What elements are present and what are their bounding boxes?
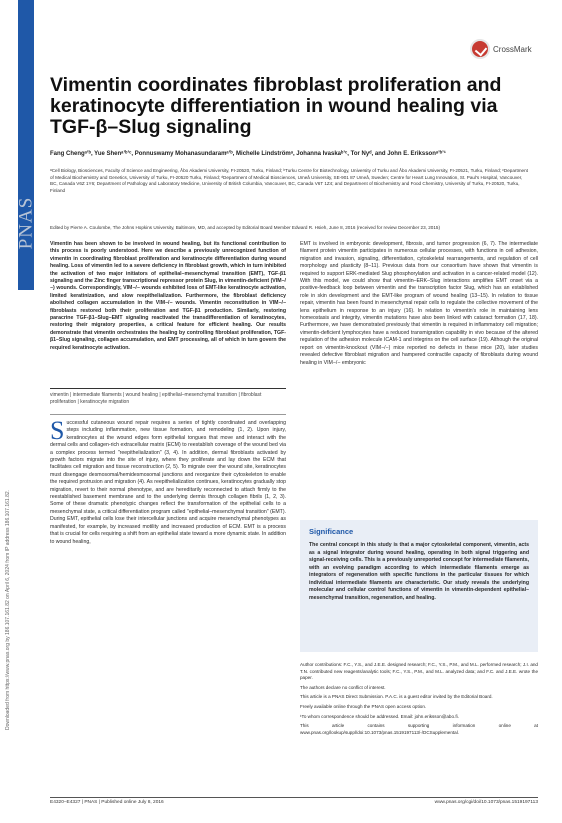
keywords-divider — [50, 388, 286, 389]
footer-citation: E4320–E4327 | PNAS | Published online July 8, 2016 — [50, 800, 164, 805]
significance-text: The central concept in this study is that a major cytoskeletal component, vimentin, acts as a signal integrator during wound healing, operating in both signal triggering and signal-receiving cells. This is a previously unreported concept for intermediate filaments, with an evolving paradigm according to which intermediate filaments emerge as integrators of regeneration with specific functions in the particular tissues for which individual intermediate filaments are characteristic. Our study reveals the underlying molecular and cellular control functions of vimentin in vimentin-dependent epithelial–mesenchymal transition, regeneration, and healing. — [309, 542, 529, 601]
footer-divider — [50, 797, 538, 798]
abstract: Vimentin has been shown to be involved in wound healing, but its functional contribution to this process is poorly understood. Here we describe a previously unrecognized function of vimentin in coordinating fibroblast proliferation and keratinocyte differentiation during wound healing. Loss of vimentin led to a severe deficiency in fibroblast growth, which in turn inhibited the activation of two major initiators of epithelial–mesenchymal transition (EMT), TGF-β1 signaling and the Zinc finger transcriptional repressor protein Slug, in vimentin-deficient (VIM−/−) wounds. Correspondingly, VIM−/− wounds exhibited loss of EMT-like keratinocyte activation, limited keratinization, and slow reepithelialization. Furthermore, the fibroblast deficiency abolished collagen accumulation in the VIM−/− wounds. Vimentin reconstitution in VIM−/− fibroblasts restored both their proliferation and TGF-β1 production. Similarly, restoring paracrine TGF-β1–Slug–EMT signaling reactivated the transdifferentiation of keratinocytes, restoring their migratory properties, a critical feature for efficient healing. Our results demonstrate that vimentin orchestrates the healing by controlling fibroblast proliferation, TGF-β1–Slug signaling, collagen accumulation, and EMT processing, all of which in turn govern the required keratinocyte activation. — [50, 241, 286, 351]
note-supporting-info[interactable]: This article contains supporting information online at www.pnas.org/lookup/suppl/doi:10.1073/pnas.1519197113/-/DCSupplemental. — [300, 723, 538, 735]
article-notes — [300, 662, 538, 790]
note-open-access: Freely available online through the PNAS open access option. — [300, 703, 427, 709]
crossmark-label: CrossMark — [493, 44, 532, 54]
significance-box — [300, 520, 538, 652]
crossmark-badge[interactable] — [470, 34, 544, 64]
body-left-text: uccessful cutaneous wound repair requires a series of tightly coordinated and overlapping steps including inflammation, new tissue formation, and remodeling (1, 2). Upon injury, keratinocytes at the wound edges form epithelial tongues that move and interact with the dermal cells and collagen-rich extracellular matrix (ECM) to reestablish coverage of the wound bed via a complex process termed "reepithelialization" (3, 4). In addition, dermal fibroblasts activated by growth factors migrate into the site of injury, where they proliferate and lay down the ECM that facilitates cell migration and tissue reconstruction (2, 5). To migrate over the wound site, keratinocytes must disengage desmosomal/hemidesmosomal junctions and reorganize their cytoskeleton to enable the required protrusion and migration (4). As reepithelialization continues, keratinocytes gradually stop migration, revert to their normal phenotype, and are hereditarily reconnected to attach firmly to the reestablished basement membrane and to the underlying dermis through collagen fibrils (1, 2, 3). Some of these dramatic phenotypic changes reflect the transformation of the epithelial cells to a mesenchymal state, a critical differentiation program called "epithelial–mesenchymal transition" (EMT). During EMT, epithelial cells lose their intercellular junctions and acquire mesenchymal phenotypes as manifested, for example, by increased motility and increased production of ECM. EMT is a process that is crucial for cells requiring a shift from an epithelial state toward a more dynamic state. In addition to wound healing, — [50, 420, 286, 545]
download-notice: Downloaded from https://www.pnas.org by 186.107.161.82 on April 6, 2024 from IP address 186.107.161.82. — [5, 489, 12, 731]
article-title: Vimentin coordinates fibroblast proliferation and keratinocyte differentiation in wound healing via TGF-β–Slug signaling — [50, 74, 502, 138]
author-list: Fang Chengᵃ’ᵇ, Yue Shenᵃ’ᵇ’ᶜ, Ponnuswamy Mohanasundaramᵃ’ᵇ, Michelle Lindströmᵃ, Johanna Ivaskaᵇ’ᶜ, Tor Nyᵈ, and John E. Erikssonᵃ’ᵇ’¹ — [50, 151, 446, 157]
pnas-logo: PNAS — [15, 196, 37, 249]
note-correspondence: ¹To whom correspondence should be addressed. Email: john.eriksson@abo.fi. — [300, 713, 459, 719]
note-conflict: The authors declare no conflict of interest. — [300, 684, 386, 690]
crossmark-icon — [470, 39, 490, 59]
drop-cap: S — [50, 420, 65, 445]
body-text-left — [50, 420, 286, 790]
note-contributions: Author contributions: F.C., Y.S., and J.E.E. designed research; F.C., Y.S., P.M., and M.L. performed research; J.I. and T.N. contributed new reagents/analytic tools; F.C., Y.S., P.M., and M.L. analyzed data; and F.C. and J.E.E. wrote the paper. — [300, 662, 538, 681]
footer-doi[interactable]: www.pnas.org/cgi/doi/10.1073/pnas.1519197113 — [434, 800, 538, 805]
keywords: vimentin | intermediate filaments | wound healing | epithelial–mesenchymal transition | fibroblast proliferation | keratinocyte migration — [50, 392, 262, 406]
page-footer — [50, 800, 538, 805]
note-submission: This article is a PNAS Direct Submission. P.A.C. is a guest editor invited by the Editorial Board. — [300, 694, 493, 700]
editor-note: Edited by Pierre A. Coulombe, The Johns Hopkins University, Baltimore, MD, and accepted by Editorial Board Member Edward R. Hsieh, June 8, 2016 (received for review December 23, 2015) — [50, 225, 440, 230]
significance-title: Significance — [309, 527, 354, 536]
body-text-right: EMT is involved in embryonic development, fibrosis, and tumor progression (6, 7). The intermediate filament protein vimentin participates in numerous cellular processes, with functions in cell adhesion, migration and invasion, signaling, differentiation, cytoskeletal rearrangements, and regulation of cell morphology and plasticity (8–11). Previous data from our consortium have shown that vimentin is required to support ERK-mediated Slug phosphorylation and activation in a cancer-related model (12). With this model, we could show that vimentin–ERK–Slug interactions amplifies EMT onset via a positive-feedback loop between vimentin and the transcription factor Slug, which has an established role in skin development and the EMT-like program of wound healing (13–15). In relation to tissue repair, vimentin has been found in mesenchymal repair cells to regulate the collective movement of the lens epithelium in response to an injury (16). In relation to vimentin's role in maintaining lens homeostasis and integrity, vimentin mutations have also been linked with cataract formation (17, 18). Furthermore, we have demonstrated previously that vimentin is required in inflammatory cell migration; vimentin-deficient lymphocytes have a reduced transmigration capability in vivo because of the altered regulation of the adhesion molecule ICAM-1 and integrins on the cell surface (19). Although the original report on vimentin-knockout (VIM−/−) mice reported no defects in these mice (20), later studies revealed defective fibroblast migration and hampered contractile capacity of fibroblasts during wound healing in VIM−/− embryonic — [300, 241, 538, 366]
keywords-divider-bottom — [50, 414, 286, 415]
affiliations: ᵃCell Biology, Biosciences, Faculty of Science and Engineering, Åbo Akademi University, FI-20520, Turku, Finland; ᵇTurku Centre for Biotechnology, University of Turku and Åbo Akademi University, FI-20521, Turku, Finland; ᶜDepartment of Medical Biochemistry and Genetics, University of Turku, FI-20520 Turku, Finland; ᵈDepartment of Medical Biosciences, Umeå University, SE-901 87 Umeå, Sweden; Centre for Heart Lung Innovation, St. Paul's Hospital, Vancouver, BC, Canada V6Z 1Y6; Department of Pathology and Laboratory Medicine, University of British Columbia, Vancouver, BC, Canada V6T 1Z4; and Department of Biochemistry and Food Chemistry, University of Turku, FI-20520, Turku, Finland — [50, 168, 528, 193]
